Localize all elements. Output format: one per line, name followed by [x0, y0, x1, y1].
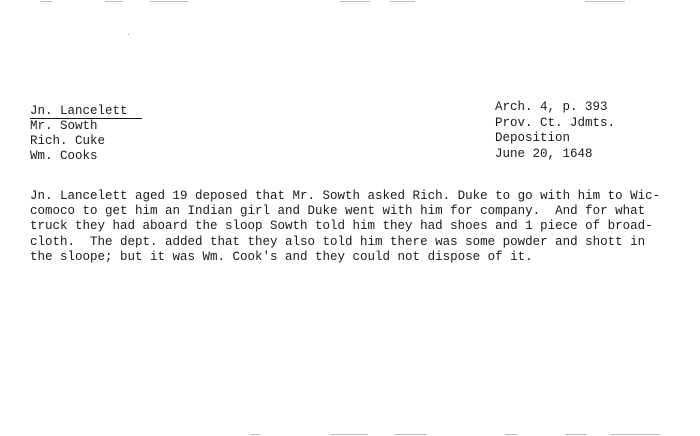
citation-date: June 20, 1648 [495, 146, 593, 161]
names-line-1 [30, 104, 142, 119]
scan-mark-bottom-1 [250, 434, 260, 435]
scan-mark-bottom-6 [610, 434, 660, 435]
deposition-line-4: cloth. The dept. added that they also told him there was some powder and shott in [30, 234, 646, 249]
scan-mark-bottom-4 [505, 434, 517, 435]
deponent-name: Jn. Lancelett [30, 104, 142, 119]
names-line-3: Rich. Cuke [30, 134, 106, 148]
names-line-4: Wm. Cooks [30, 149, 98, 163]
scan-mark-bottom-2 [330, 434, 368, 435]
scan-mark-top-3 [150, 1, 188, 2]
citation-type: Deposition [495, 131, 571, 145]
deposition-line-3: truck they had aboard the sloop Sowth told him they had shoes and 1 piece of broad- [30, 219, 653, 234]
deposition-line-2: comoco to get him an Indian girl and Duke went with him for company. And for what [30, 204, 646, 219]
citation-archive: Arch. 4, p. 393 [495, 100, 608, 114]
scan-mark-top-1 [40, 1, 52, 2]
scan-mark-top-4 [340, 1, 370, 2]
scan-mark-top-5 [390, 1, 415, 2]
deposition-line-5: the sloope; but it was Wm. Cook's and they could not dispose of it. [30, 249, 533, 264]
deposition-line-1: Jn. Lancelett aged 19 deposed that Mr. Sowth asked Rich. Duke to go with him to Wic- [30, 189, 661, 203]
citation-block [495, 100, 615, 162]
scan-speck [128, 34, 129, 35]
names-block [30, 104, 142, 164]
deposition-text [30, 189, 670, 265]
names-line-2: Mr. Sowth [30, 119, 98, 133]
scan-mark-top-2 [105, 1, 123, 2]
scan-mark-bottom-5 [565, 434, 587, 435]
scan-mark-top-6 [585, 1, 625, 2]
citation-court: Prov. Ct. Jdmts. [495, 115, 616, 130]
scan-mark-bottom-3 [395, 434, 427, 435]
